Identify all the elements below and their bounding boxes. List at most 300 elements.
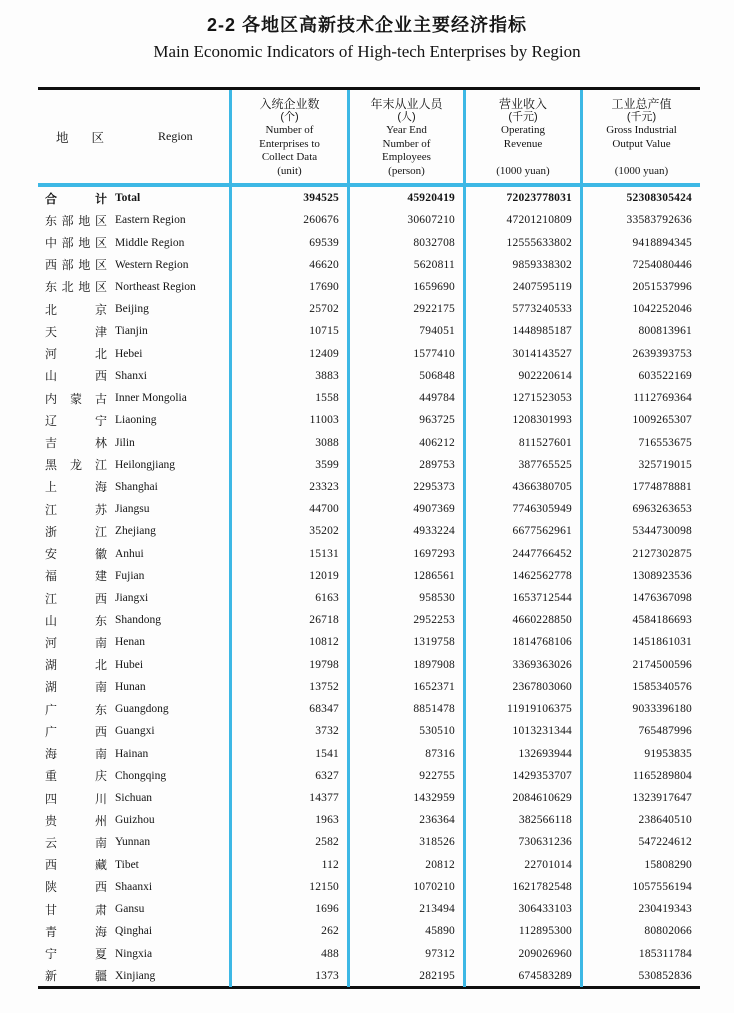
cell-gross-output-value: 2174500596 (580, 654, 700, 676)
zh-char: 北 (45, 302, 58, 317)
cell-employees: 406212 (347, 431, 463, 453)
table-header (38, 90, 700, 187)
table-row (38, 876, 700, 898)
cell-enterprises: 35202 (229, 520, 347, 542)
zh-char: 河 (45, 635, 58, 650)
region-name-zh (45, 567, 107, 584)
zh-char: 海 (94, 480, 107, 495)
cell-gross-output-value: 1042252046 (580, 298, 700, 320)
cell-enterprises: 1373 (229, 965, 347, 987)
col-title-en: Number of (382, 137, 431, 150)
table-row (38, 831, 700, 853)
region-cell (38, 298, 229, 320)
region-name-zh (45, 301, 107, 318)
table-row (38, 854, 700, 876)
cell-operating-revenue: 1653712544 (463, 587, 580, 609)
table-row (38, 742, 700, 764)
cell-operating-revenue: 22701014 (463, 854, 580, 876)
cell-operating-revenue: 209026960 (463, 942, 580, 964)
zh-char: 东 (94, 613, 107, 628)
region-name-en: Jiangxi (115, 592, 149, 605)
cell-gross-output-value: 9033396180 (580, 698, 700, 720)
cell-operating-revenue: 2447766452 (463, 543, 580, 565)
region-name-zh (45, 545, 107, 562)
cell-operating-revenue: 3014143527 (463, 343, 580, 365)
region-name-zh (45, 234, 107, 251)
region-cell (38, 387, 229, 409)
cell-gross-output-value: 2639393753 (580, 343, 700, 365)
region-name-en: Shandong (115, 614, 161, 627)
cell-enterprises: 260676 (229, 209, 347, 231)
zh-char: 川 (94, 791, 107, 806)
zh-char: 陕 (45, 880, 58, 895)
zh-char: 内 (45, 391, 58, 406)
cell-employees: 1319758 (347, 631, 463, 653)
header-col-enterprises (229, 90, 347, 183)
region-name-zh (45, 945, 107, 962)
col-title-en: Collect Data (261, 151, 318, 163)
zh-char: 疆 (94, 969, 107, 984)
region-name-en: Jilin (115, 436, 135, 449)
region-cell (38, 698, 229, 720)
region-name-en: Tibet (115, 858, 139, 871)
cell-gross-output-value: 603522169 (580, 365, 700, 387)
zh-char: 四 (45, 791, 58, 806)
region-name-zh (45, 656, 107, 673)
cell-operating-revenue: 387765525 (463, 454, 580, 476)
cell-gross-output-value: 80802066 (580, 920, 700, 942)
col-title-en: Gross Industrial (606, 124, 677, 136)
zh-char: 北 (94, 658, 107, 673)
region-name-en: Guizhou (115, 814, 155, 827)
region-name-en: Chongqing (115, 769, 167, 782)
zh-char: 辽 (45, 413, 58, 428)
region-name-zh (45, 345, 107, 362)
region-name-zh (45, 434, 107, 451)
region-cell (38, 787, 229, 809)
region-cell (38, 631, 229, 653)
col-unit-en: (1000 yuan) (614, 165, 669, 177)
region-name-en: Yunnan (115, 836, 151, 849)
cell-employees: 1577410 (347, 343, 463, 365)
cell-operating-revenue: 382566118 (463, 809, 580, 831)
zh-char: 苏 (94, 502, 107, 517)
region-cell (38, 187, 229, 209)
table-row (38, 298, 700, 320)
cell-operating-revenue: 9859338302 (463, 254, 580, 276)
cell-employees: 97312 (347, 942, 463, 964)
region-name-en: Fujian (115, 569, 145, 582)
table-row (38, 209, 700, 231)
cell-enterprises: 12409 (229, 343, 347, 365)
region-cell (38, 276, 229, 298)
region-name-en: Shanghai (115, 480, 158, 493)
table-row (38, 809, 700, 831)
region-name-zh (45, 478, 107, 495)
cell-enterprises: 1963 (229, 809, 347, 831)
region-name-zh (45, 523, 107, 540)
cell-gross-output-value: 238640510 (580, 809, 700, 831)
region-name-zh (45, 745, 107, 762)
cell-gross-output-value: 325719015 (580, 454, 700, 476)
cell-employees: 1697293 (347, 543, 463, 565)
zh-char: 海 (94, 924, 107, 939)
region-name-en: Guangdong (115, 703, 169, 716)
region-name-en: Middle Region (115, 236, 185, 249)
cell-operating-revenue: 2367803060 (463, 676, 580, 698)
region-cell (38, 454, 229, 476)
cell-employees: 449784 (347, 387, 463, 409)
region-name-zh (45, 678, 107, 695)
region-cell (38, 854, 229, 876)
region-name-en: Hunan (115, 680, 146, 693)
zh-char: 山 (45, 613, 58, 628)
cell-operating-revenue: 72023778031 (463, 187, 580, 209)
region-name-en: Henan (115, 636, 146, 649)
table-row (38, 276, 700, 298)
cell-enterprises: 394525 (229, 187, 347, 209)
cell-employees: 2922175 (347, 298, 463, 320)
cell-enterprises: 68347 (229, 698, 347, 720)
col-title-en: Revenue (503, 137, 543, 150)
zh-char: 区 (94, 280, 107, 295)
table-row (38, 231, 700, 253)
cell-employees: 213494 (347, 898, 463, 920)
zh-char: 广 (45, 724, 58, 739)
region-cell (38, 476, 229, 498)
zh-char: 州 (94, 813, 107, 828)
zh-char: 南 (94, 635, 107, 650)
table-row (38, 631, 700, 653)
cell-enterprises: 23323 (229, 476, 347, 498)
zh-char: 宁 (94, 413, 107, 428)
region-name-en: Hebei (115, 347, 143, 360)
table-body (38, 187, 700, 987)
cell-enterprises: 26718 (229, 609, 347, 631)
cell-operating-revenue: 1013231344 (463, 720, 580, 742)
zh-char: 青 (45, 924, 58, 939)
region-name-zh (45, 212, 107, 229)
region-name-zh (45, 278, 107, 295)
region-name-en: Northeast Region (115, 280, 196, 293)
region-name-zh (45, 367, 107, 384)
cell-enterprises: 3599 (229, 454, 347, 476)
table-row (38, 431, 700, 453)
cell-operating-revenue: 47201210809 (463, 209, 580, 231)
col-title-en: Operating (501, 124, 545, 136)
region-cell (38, 543, 229, 565)
table-row (38, 609, 700, 631)
table-row (38, 387, 700, 409)
region-name-zh (45, 701, 107, 718)
col-title-en: Year End (386, 124, 427, 136)
header-region-zh (56, 128, 104, 146)
cell-employees: 4933224 (347, 520, 463, 542)
cell-employees: 30607210 (347, 209, 463, 231)
cell-operating-revenue: 1208301993 (463, 409, 580, 431)
region-cell (38, 209, 229, 231)
zh-char: 地 (78, 213, 91, 228)
zh-char: 京 (94, 302, 107, 317)
table-row (38, 565, 700, 587)
cell-enterprises: 488 (229, 942, 347, 964)
cell-gross-output-value: 91953835 (580, 742, 700, 764)
region-cell (38, 409, 229, 431)
table-row (38, 520, 700, 542)
cell-gross-output-value: 1165289804 (580, 765, 700, 787)
cell-enterprises: 3732 (229, 720, 347, 742)
table-row (38, 920, 700, 942)
cell-employees: 958530 (347, 587, 463, 609)
region-name-en: Guangxi (115, 725, 155, 738)
table-row (38, 476, 700, 498)
zh-char: 湖 (45, 680, 58, 695)
header-region-en: Region (158, 129, 193, 143)
col-title-zh: 入统企业数 (259, 97, 320, 111)
zh-char: 西 (94, 724, 107, 739)
cell-gross-output-value: 5344730098 (580, 520, 700, 542)
page-title-zh: 2-2 各地区高新技术企业主要经济指标 (206, 15, 527, 35)
cell-employees: 1659690 (347, 276, 463, 298)
header-region (38, 90, 229, 183)
zh-char: 地 (56, 130, 69, 145)
cell-employees: 5620811 (347, 254, 463, 276)
cell-enterprises: 19798 (229, 654, 347, 676)
region-cell (38, 254, 229, 276)
region-name-en: Liaoning (115, 414, 157, 427)
zh-char: 津 (94, 324, 107, 339)
col-title-zh: 营业收入 (498, 97, 547, 111)
zh-char: 北 (61, 280, 74, 295)
zh-char: 广 (45, 702, 58, 717)
region-name-en: Eastern Region (115, 214, 186, 227)
zh-char: 地 (78, 258, 91, 273)
region-name-zh (45, 634, 107, 651)
cell-enterprises: 112 (229, 854, 347, 876)
cell-enterprises: 15131 (229, 543, 347, 565)
header-col-revenue (463, 90, 580, 183)
col-title-zh: 年末从业人员 (370, 97, 443, 111)
zh-char: 古 (94, 391, 107, 406)
cell-gross-output-value: 4584186693 (580, 609, 700, 631)
region-cell (38, 654, 229, 676)
region-name-en: Inner Mongolia (115, 392, 187, 405)
cell-employees: 1070210 (347, 876, 463, 898)
cell-gross-output-value: 716553675 (580, 431, 700, 453)
region-name-en: Jiangsu (115, 503, 150, 516)
region-name-en: Sichuan (115, 792, 153, 805)
cell-operating-revenue: 811527601 (463, 431, 580, 453)
region-name-zh (45, 967, 107, 984)
cell-enterprises: 17690 (229, 276, 347, 298)
table-row (38, 698, 700, 720)
zh-char: 东 (45, 213, 58, 228)
cell-enterprises: 13752 (229, 676, 347, 698)
region-name-en: Xinjiang (115, 969, 156, 982)
zh-char: 区 (94, 258, 107, 273)
region-name-zh (45, 456, 107, 473)
region-name-en: Qinghai (115, 925, 153, 938)
cell-gross-output-value: 1774878881 (580, 476, 700, 498)
zh-char: 龙 (69, 458, 82, 473)
col-unit-zh: (人) (397, 111, 416, 123)
cell-employees: 236364 (347, 809, 463, 831)
region-name-en: Shanxi (115, 369, 147, 382)
region-cell (38, 965, 229, 987)
cell-enterprises: 3088 (229, 431, 347, 453)
cell-gross-output-value: 547224612 (580, 831, 700, 853)
cell-operating-revenue: 12555633802 (463, 231, 580, 253)
region-name-en: Beijing (115, 303, 149, 316)
cell-gross-output-value: 765487996 (580, 720, 700, 742)
region-name-en: Tianjin (115, 325, 148, 338)
region-cell (38, 920, 229, 942)
region-name-zh (45, 612, 107, 629)
region-cell (38, 609, 229, 631)
cell-operating-revenue: 3369363026 (463, 654, 580, 676)
cell-operating-revenue: 1271523053 (463, 387, 580, 409)
zh-char: 江 (94, 458, 107, 473)
zh-char: 海 (45, 747, 58, 762)
table-row (38, 965, 700, 987)
cell-enterprises: 3883 (229, 365, 347, 387)
zh-char: 江 (94, 524, 107, 539)
region-name-zh (45, 767, 107, 784)
cell-enterprises: 1558 (229, 387, 347, 409)
region-name-en: Hubei (115, 658, 144, 671)
col-title-en: Employees (382, 151, 431, 163)
region-name-zh (45, 878, 107, 895)
region-name-zh (45, 190, 107, 207)
table-row (38, 254, 700, 276)
col-title-zh: 工业总产值 (611, 97, 672, 111)
region-cell (38, 520, 229, 542)
region-name-zh (45, 856, 107, 873)
region-name-en: Total (115, 192, 141, 205)
cell-employees: 1286561 (347, 565, 463, 587)
cell-operating-revenue: 730631236 (463, 831, 580, 853)
cell-gross-output-value: 1112769364 (580, 387, 700, 409)
cell-operating-revenue: 11919106375 (463, 698, 580, 720)
region-name-zh (45, 501, 107, 518)
col-title-en: Enterprises to (259, 137, 320, 150)
cell-gross-output-value: 1451861031 (580, 631, 700, 653)
zh-char: 徽 (94, 547, 107, 562)
cell-enterprises: 11003 (229, 409, 347, 431)
zh-char: 计 (94, 191, 107, 206)
region-cell (38, 720, 229, 742)
region-name-zh (45, 256, 107, 273)
cell-employees: 506848 (347, 365, 463, 387)
cell-employees: 530510 (347, 720, 463, 742)
table-row (38, 454, 700, 476)
cell-gross-output-value: 230419343 (580, 898, 700, 920)
zh-char: 东 (94, 702, 107, 717)
zh-char: 江 (45, 502, 58, 517)
table-row (38, 543, 700, 565)
zh-char: 部 (61, 258, 74, 273)
cell-enterprises: 10715 (229, 320, 347, 342)
region-cell (38, 320, 229, 342)
region-cell (38, 876, 229, 898)
cell-employees: 922755 (347, 765, 463, 787)
cell-enterprises: 46620 (229, 254, 347, 276)
region-cell (38, 343, 229, 365)
indicators-table (38, 87, 700, 989)
cell-operating-revenue: 4660228850 (463, 609, 580, 631)
table-row (38, 187, 700, 209)
table-row (38, 898, 700, 920)
cell-gross-output-value: 6963263653 (580, 498, 700, 520)
cell-employees: 318526 (347, 831, 463, 853)
zh-char: 山 (45, 369, 58, 384)
cell-employees: 87316 (347, 742, 463, 764)
cell-operating-revenue: 1462562778 (463, 565, 580, 587)
zh-char: 上 (45, 480, 58, 495)
region-name-en: Heilongjiang (115, 458, 176, 471)
cell-enterprises: 1541 (229, 742, 347, 764)
page-title-en: Main Economic Indicators of High-tech Enterprises by Region (153, 42, 581, 61)
region-name-zh (45, 901, 107, 918)
cell-gross-output-value: 52308305424 (580, 187, 700, 209)
cell-operating-revenue: 6677562961 (463, 520, 580, 542)
cell-employees: 1897908 (347, 654, 463, 676)
zh-char: 肃 (94, 902, 107, 917)
zh-char: 合 (45, 191, 58, 206)
region-cell (38, 942, 229, 964)
table-row (38, 787, 700, 809)
zh-char: 西 (45, 258, 58, 273)
zh-char: 新 (45, 969, 58, 984)
col-unit-zh: (个) (280, 111, 299, 123)
cell-gross-output-value: 7254080446 (580, 254, 700, 276)
region-name-zh (45, 790, 107, 807)
table-row (38, 765, 700, 787)
header-col-employees (347, 90, 463, 183)
zh-char: 西 (94, 880, 107, 895)
cell-enterprises: 6327 (229, 765, 347, 787)
region-name-en: Hainan (115, 747, 149, 760)
cell-employees: 8851478 (347, 698, 463, 720)
zh-char: 福 (45, 569, 58, 584)
zh-char: 部 (61, 213, 74, 228)
zh-char: 重 (45, 769, 58, 784)
cell-employees: 794051 (347, 320, 463, 342)
cell-enterprises: 14377 (229, 787, 347, 809)
zh-char: 区 (94, 236, 107, 251)
zh-char: 部 (61, 236, 74, 251)
zh-char: 藏 (94, 858, 107, 873)
cell-gross-output-value: 1308923536 (580, 565, 700, 587)
cell-operating-revenue: 674583289 (463, 965, 580, 987)
cell-gross-output-value: 15808290 (580, 854, 700, 876)
zh-char: 天 (45, 324, 58, 339)
cell-enterprises: 12019 (229, 565, 347, 587)
cell-gross-output-value: 1009265307 (580, 409, 700, 431)
cell-enterprises: 69539 (229, 231, 347, 253)
cell-enterprises: 262 (229, 920, 347, 942)
table-row (38, 676, 700, 698)
cell-gross-output-value: 2051537996 (580, 276, 700, 298)
cell-employees: 1432959 (347, 787, 463, 809)
cell-operating-revenue: 7746305949 (463, 498, 580, 520)
zh-char: 中 (45, 236, 58, 251)
region-name-zh (45, 412, 107, 429)
table-row (38, 498, 700, 520)
cell-employees: 963725 (347, 409, 463, 431)
zh-char: 西 (94, 591, 107, 606)
cell-gross-output-value: 9418894345 (580, 231, 700, 253)
